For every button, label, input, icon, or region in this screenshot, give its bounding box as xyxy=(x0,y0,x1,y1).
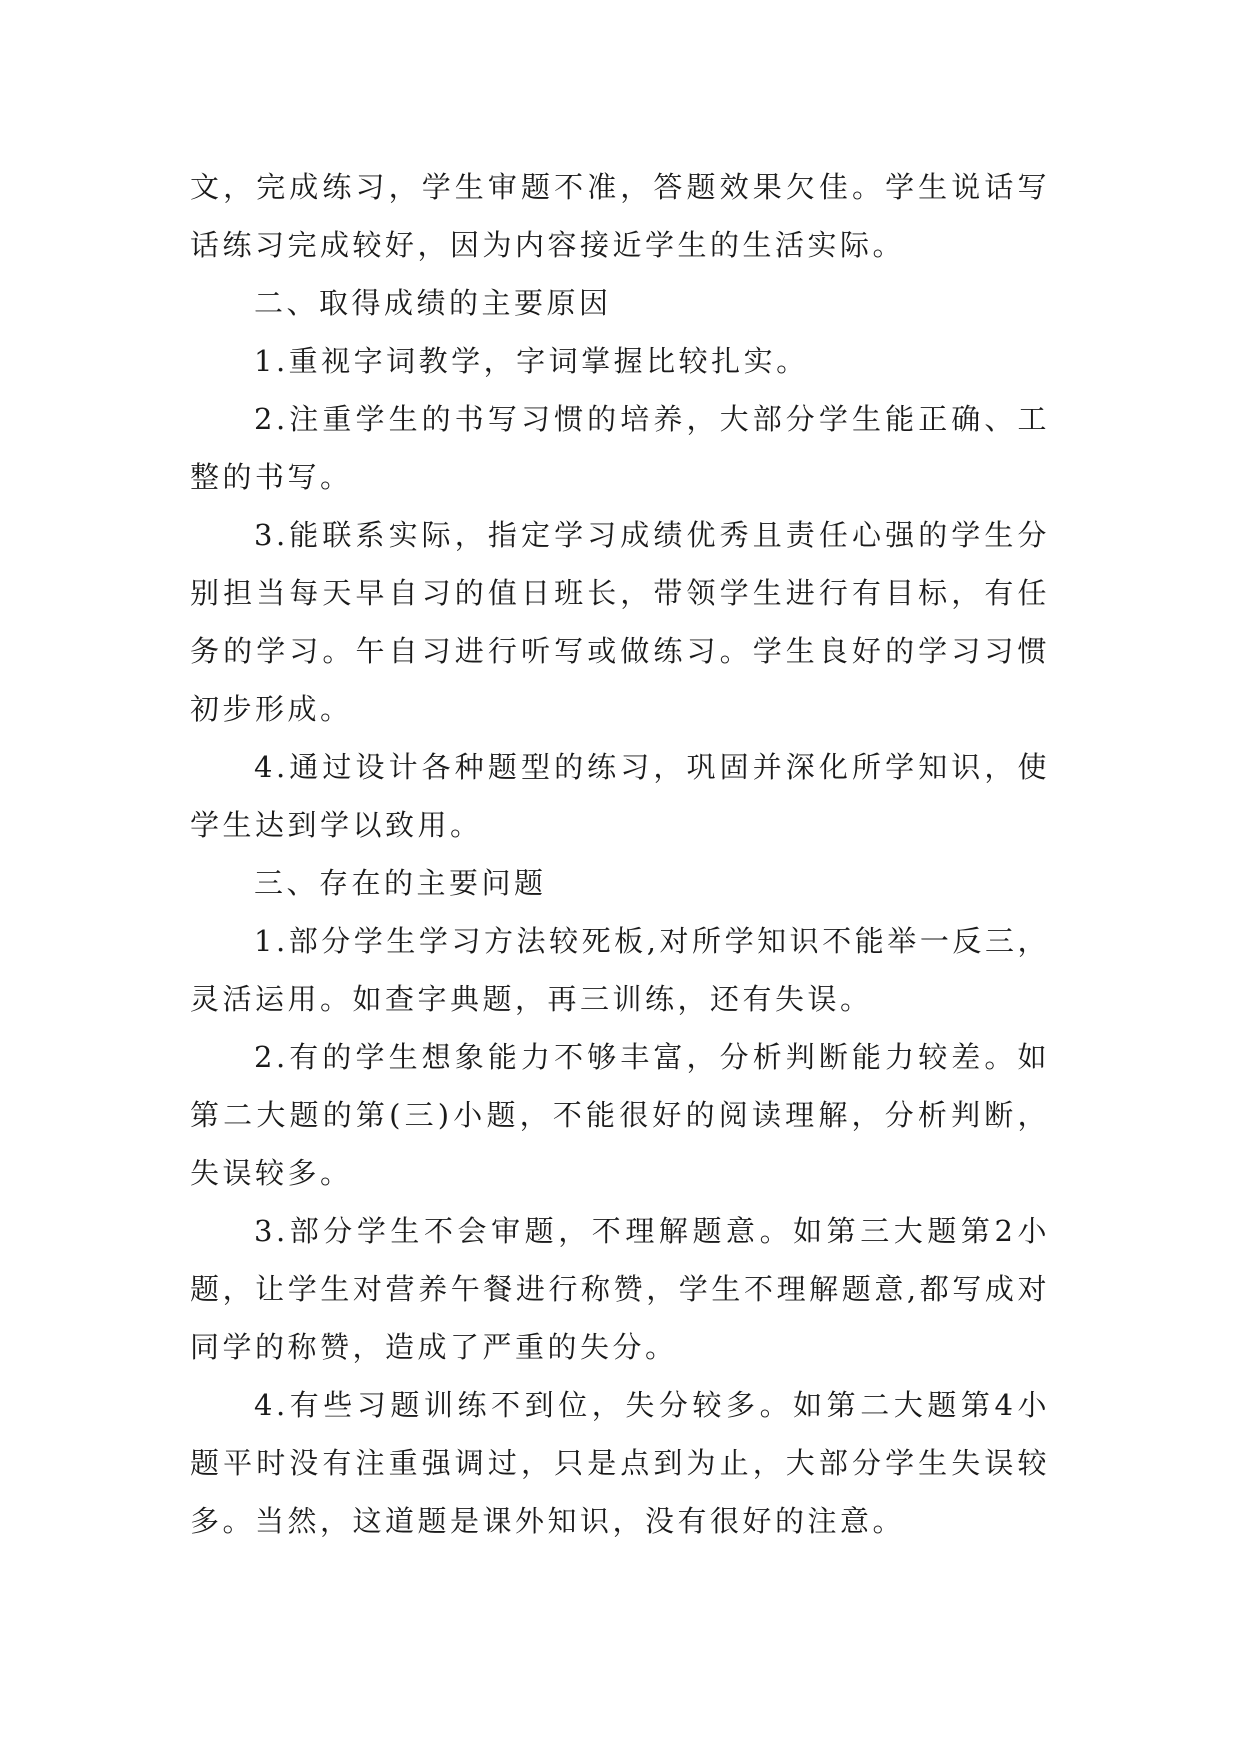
reason-item-2: 2.注重学生的书写习惯的培养，大部分学生能正确、工整的书写。 xyxy=(190,402,1050,494)
reason-item-3: 3.能联系实际，指定学习成绩优秀且责任心强的学生分别担当每天早自习的值日班长，带领学生进行有目标，有任务的学习。午自习进行听写或做练习。学生良好的学习习惯初步形成。 xyxy=(190,518,1050,726)
problem-item-2: 2.有的学生想象能力不够丰富，分析判断能力较差。如第二大题的第(三)小题，不能很好的阅读理解，分析判断，失误较多。 xyxy=(190,1040,1050,1190)
reason-item-4: 4.通过设计各种题型的练习，巩固并深化所学知识，使学生达到学以致用。 xyxy=(190,750,1050,842)
problem-item-1: 1.部分学生学习方法较死板,对所学知识不能举一反三，灵活运用。如查字典题，再三训练，还有失误。 xyxy=(190,924,1050,1016)
document-body xyxy=(190,158,1050,1550)
problem-item-4: 4.有些习题训练不到位，失分较多。如第二大题第4小题平时没有注重强调过，只是点到为止，大部分学生失误较多。当然，这道题是课外知识，没有很好的注意。 xyxy=(190,1388,1050,1538)
reason-item-1: 1.重视字词教学，字词掌握比较扎实。 xyxy=(254,344,809,378)
problem-item-3: 3.部分学生不会审题，不理解题意。如第三大题第2小题，让学生对营养午餐进行称赞，学生不理解题意,都写成对同学的称赞，造成了严重的失分。 xyxy=(190,1214,1050,1364)
section-heading-problems: 三、存在的主要问题 xyxy=(254,866,547,900)
section-heading-reasons: 二、取得成绩的主要原因 xyxy=(254,286,612,320)
paragraph-continuation: 文，完成练习，学生审题不准，答题效果欠佳。学生说话写话练习完成较好，因为内容接近学生的生活实际。 xyxy=(190,170,1050,262)
